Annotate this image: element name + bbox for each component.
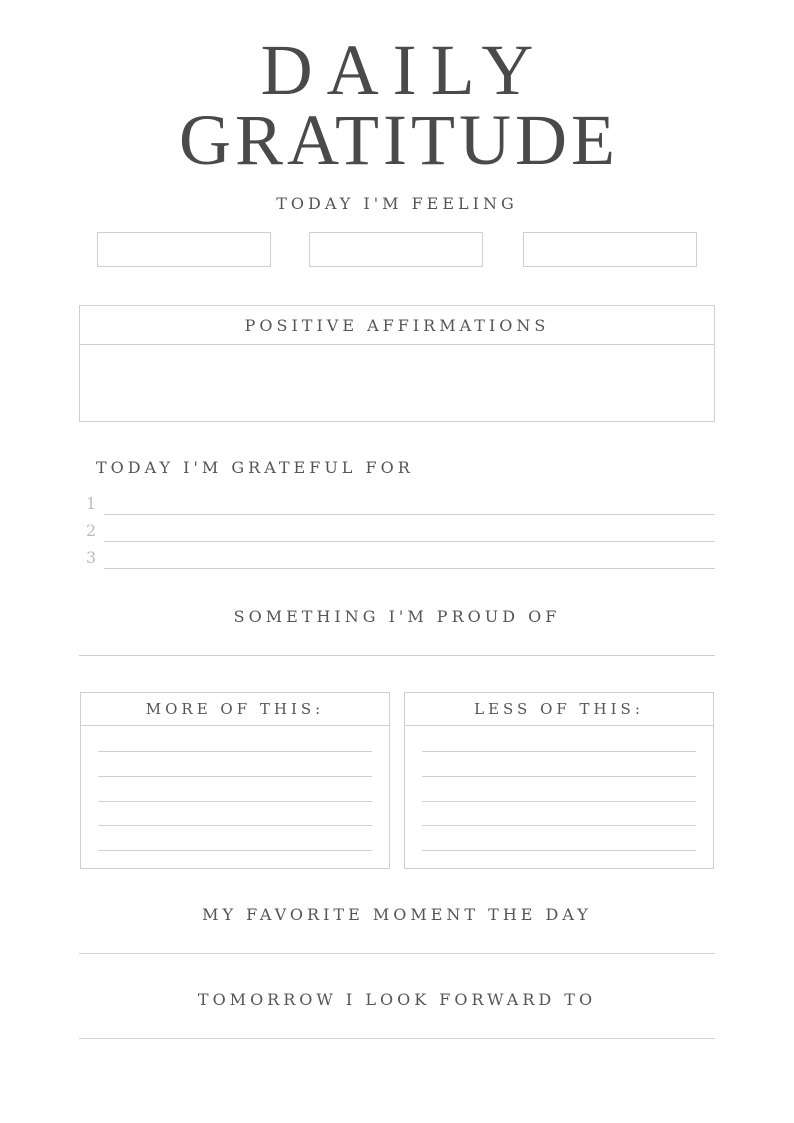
more-of-this-label: MORE OF THIS:: [81, 693, 389, 726]
less-of-this-line-1[interactable]: [422, 751, 696, 752]
grateful-number-1: 1: [86, 494, 97, 513]
grateful-label: TODAY I'M GRATEFUL FOR: [96, 458, 414, 477]
favorite-moment-label: MY FAVORITE MOMENT THE DAY: [202, 905, 592, 924]
proud-line[interactable]: [79, 655, 715, 656]
page-title-line-1: DAILY: [260, 30, 548, 110]
less-of-this-panel: [404, 692, 714, 869]
favorite-moment-line[interactable]: [79, 953, 715, 954]
less-of-this-line-4[interactable]: [422, 825, 696, 826]
less-of-this-line-5[interactable]: [422, 850, 696, 851]
grateful-number-3: 3: [86, 548, 97, 567]
more-of-this-line-1[interactable]: [98, 751, 372, 752]
more-of-this-line-3[interactable]: [98, 801, 372, 802]
affirmations-field[interactable]: [80, 346, 714, 421]
page-title-line-2: GRATITUDE: [179, 100, 619, 180]
grateful-number-2: 2: [86, 521, 97, 540]
tomorrow-line[interactable]: [79, 1038, 715, 1039]
feeling-box-1[interactable]: [97, 232, 271, 267]
affirmations-label: POSITIVE AFFIRMATIONS: [80, 306, 714, 345]
tomorrow-label: TOMORROW I LOOK FORWARD TO: [197, 990, 597, 1009]
feeling-box-2[interactable]: [309, 232, 483, 267]
more-of-this-panel: [80, 692, 390, 869]
more-of-this-line-2[interactable]: [98, 776, 372, 777]
less-of-this-line-3[interactable]: [422, 801, 696, 802]
grateful-line-2[interactable]: [104, 541, 715, 542]
less-of-this-label: LESS OF THIS:: [405, 693, 713, 726]
grateful-line-3[interactable]: [104, 568, 715, 569]
more-of-this-line-5[interactable]: [98, 850, 372, 851]
more-of-this-line-4[interactable]: [98, 825, 372, 826]
feeling-box-3[interactable]: [523, 232, 697, 267]
affirmations-panel: [79, 305, 715, 422]
less-of-this-line-2[interactable]: [422, 776, 696, 777]
grateful-line-1[interactable]: [104, 514, 715, 515]
feeling-label: TODAY I'M FEELING: [276, 194, 518, 213]
proud-label: SOMETHING I'M PROUD OF: [233, 607, 561, 626]
